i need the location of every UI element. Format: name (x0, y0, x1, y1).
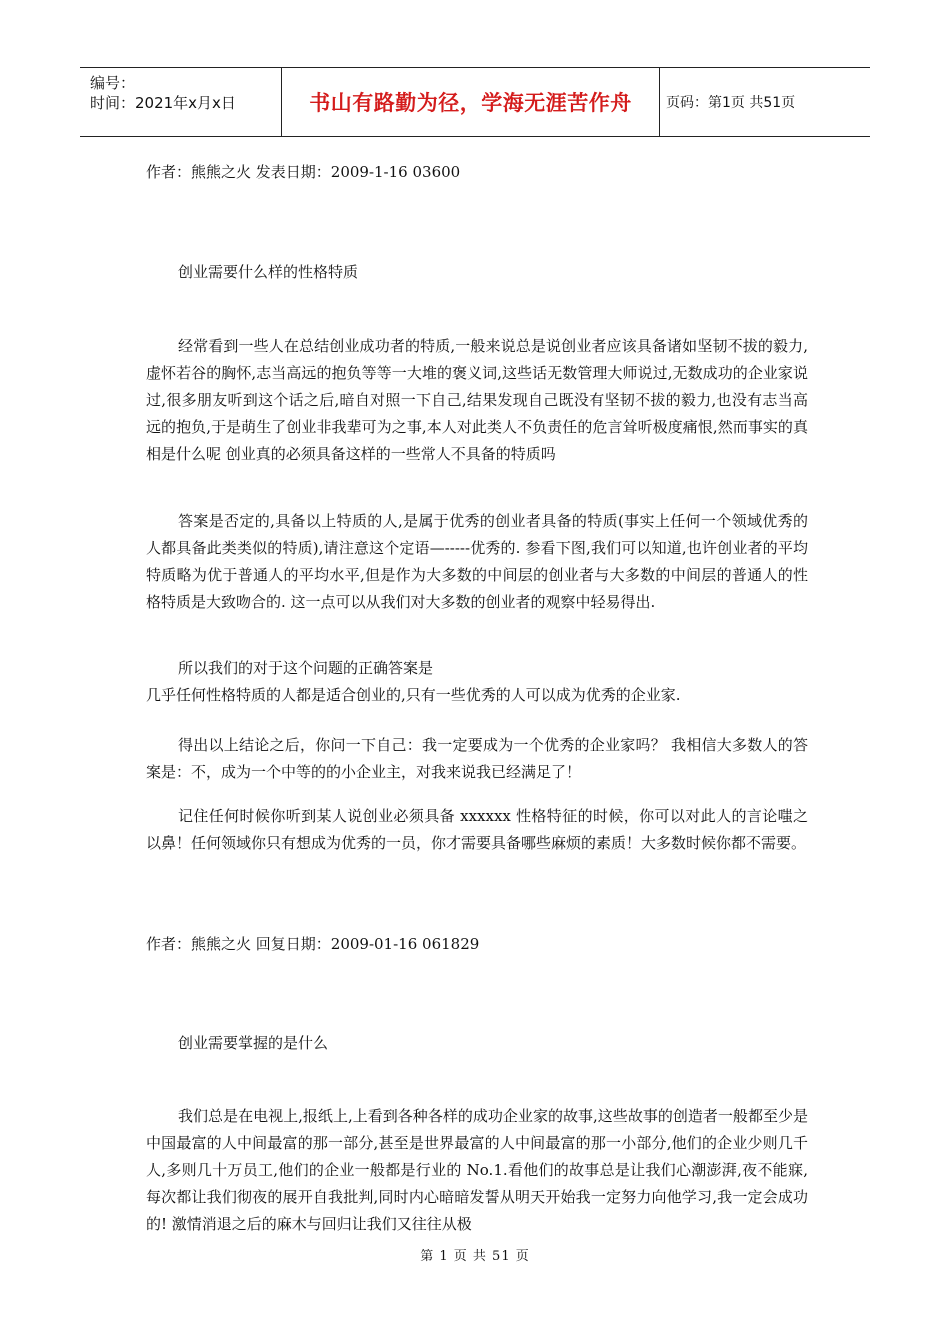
header-motto-cell (282, 68, 660, 136)
section-title: 创业需要掌握的是什么 (178, 1034, 329, 1052)
document-date-label: 时间：2021年x月x日 (90, 94, 236, 112)
header-left-cell (80, 68, 282, 136)
paragraph: 记住任何时候你听到某人说创业必须具备 xxxxxx 性格特征的时候，你可以对此人的言论嗤之以鼻！任何领域你只有想成为优秀的一员，你才需要具备哪些麻烦的素质！大多数时候你都不需要。 (146, 807, 808, 852)
page-number-label: 页码：第1页 共51页 (666, 95, 796, 111)
paragraph: 得出以上结论之后，你问一下自己：我一定要成为一个优秀的企业家吗？ 我相信大多数人的答案是：不，成为一个中等的的小企业主，对我来说我已经满足了！ (146, 736, 808, 781)
paragraph-line: 几乎任何性格特质的人都是适合创业的,只有一些优秀的人可以成为优秀的企业家. (146, 686, 681, 704)
paragraph: 经常看到一些人在总结创业成功者的特质,一般来说总是说创业者应该具备诸如坚韧不拔的毅力,虚怀若谷的胸怀,志当高远的抱负等等一大堆的褒义词,这些话无数管理大师说过,无数成功的企业家说过,很多朋友听到这个话之后,暗自对照一下自己,结果发现自己既没有坚韧不拔的毅力,也没有志当高远的抱负,于是萌生了创业非我辈可为之事,本人对此类人不负责任的危言耸听极度痛恨,然而事实的真相是什么呢 创业真的必须具备这样的一些常人不具备的特质吗 (146, 337, 808, 463)
paragraph-line: 所以我们的对于这个问题的正确答案是 (178, 659, 434, 677)
paragraph: 我们总是在电视上,报纸上,上看到各种各样的成功企业家的故事,这些故事的创造者一般都至少是中国最富的人中间最富的那一部分,甚至是世界最富的人中间最富的那一小部分,他们的企业少则几千人,多则几十万员工,他们的企业一般都是行业的 No.1.看他们的故事总是让我们心潮澎湃,夜不能寐,每次都让我们彻夜的展开自我批判,同时内心暗暗发誓从明天开始我一定努力向他学习,我一定会成功的! 激情消退之后的麻木与回归让我们又往往从极 (146, 1107, 808, 1233)
header-table (80, 67, 870, 137)
post-meta: 作者：熊熊之火 发表日期：2009-1-16 03600 (146, 163, 461, 181)
document-number-label: 编号： (90, 74, 136, 92)
motto-text: 书山有路勤为径，学海无涯苦作舟 (309, 91, 632, 115)
post-meta: 作者：熊熊之火 回复日期：2009-01-16 061829 (146, 935, 480, 953)
paragraph: 答案是否定的,具备以上特质的人,是属于优秀的创业者具备的特质(事实上任何一个领域优秀的人都具备此类类似的特质),请注意这个定语—-----优秀的. 参看下图,我们可以知道,也许创业者的平均特质略为优于普通人的平均水平,但是作为大多数的中间层的创业者与大多数的中间层的普通人的性格特质是大致吻合的. 这一点可以从我们对大多数的创业者的观察中轻易得出. (146, 512, 808, 611)
section-title: 创业需要什么样的性格特质 (178, 263, 359, 281)
page-footer: 第 1 页 共 51 页 (420, 1249, 530, 1264)
header-page-cell (660, 68, 876, 136)
